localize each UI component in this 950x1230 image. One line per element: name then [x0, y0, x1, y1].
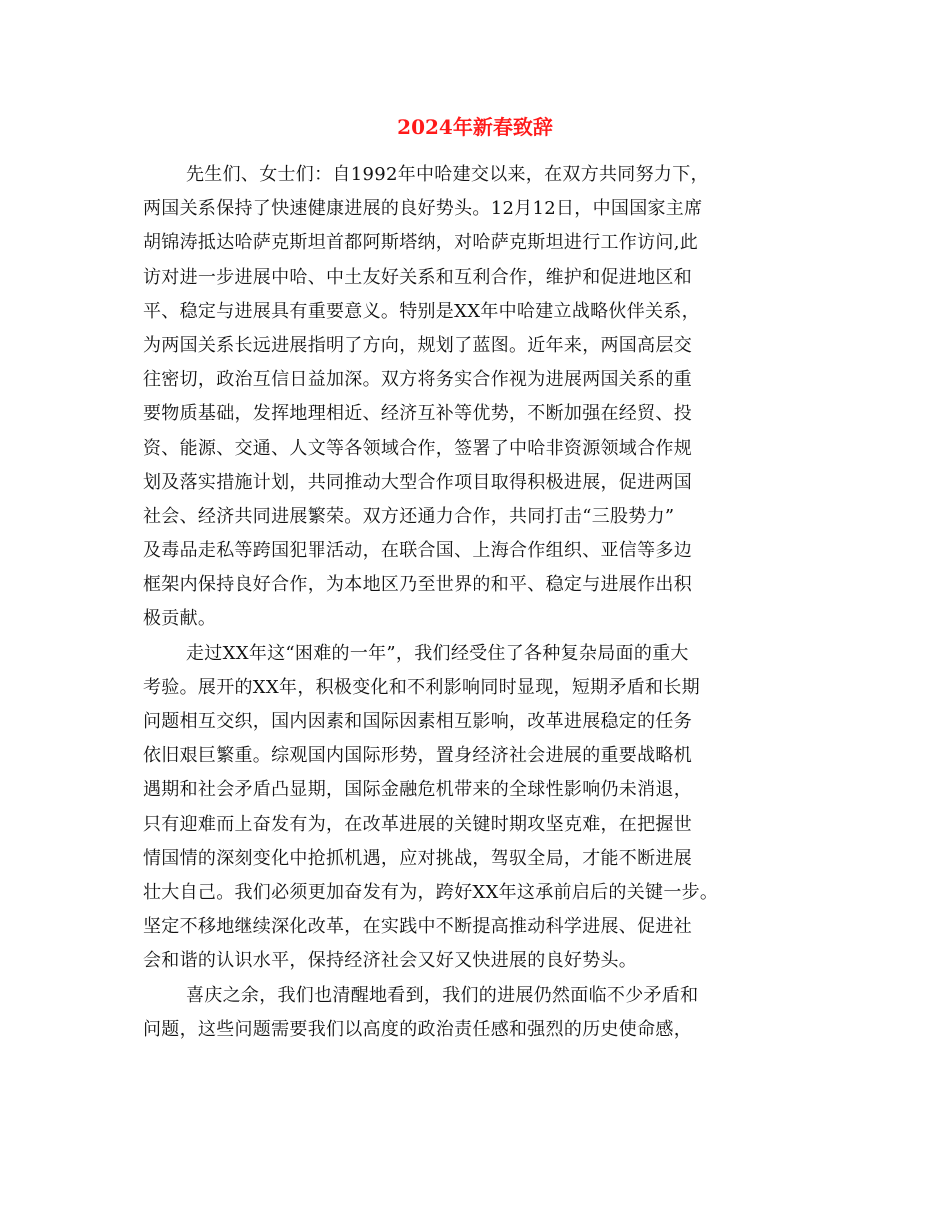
text-line: 为两国关系长远进展指明了方向，规划了蓝图。近年来，两国高层交 [143, 334, 692, 356]
text-line: 访对进一步进展中哈、中土友好关系和互利合作，维护和促进地区和 [143, 266, 692, 288]
text-line: 考验。展开的XX年，积极变化和不利影响同时显现，短期矛盾和长期 [143, 676, 700, 698]
text-line: 及毒品走私等跨国犯罪活动，在联合国、上海合作组织、亚信等多边 [143, 540, 692, 562]
text-line: 框架内保持良好合作，为本地区乃至世界的和平、稳定与进展作出积 [143, 574, 692, 596]
text-line: 问题相互交织，国内因素和国际因素相互影响，改革进展稳定的任务 [143, 711, 692, 732]
document-body [143, 158, 823, 1047]
text-line: 喜庆之余，我们也清醒地看到，我们的进展仍然面临不少矛盾和 [186, 984, 699, 1006]
text-line: 资、能源、交通、人文等各领域合作，签署了中哈非资源领域合作规 [143, 437, 692, 459]
text-line: 划及落实措施计划，共同推动大型合作项目取得积极进展，促进两国 [143, 471, 692, 493]
text-line: 遇期和社会矛盾凸显期，国际金融危机带来的全球性影响仍未消退， [143, 779, 692, 801]
text-line: 情国情的深刻变化中抢抓机遇，应对挑战，驾驭全局，才能不断进展 [143, 847, 692, 869]
text-line: 会和谐的认识水平，保持经济社会又好又快进展的良好势头。 [143, 950, 638, 972]
text-line: 先生们、女士们：自1992年中哈建交以来，在双方共同努力下， [186, 164, 709, 185]
text-line: 往密切，政治互信日益加深。双方将务实合作视为进展两国关系的重 [143, 369, 692, 391]
text-line: 依旧艰巨繁重。综观国内国际形势，置身经济社会进展的重要战略机 [143, 745, 692, 767]
text-line: 问题，这些问题需要我们以高度的政治责任感和强烈的历史使命感， [143, 1018, 692, 1040]
text-line: 壮大自己。我们必须更加奋发有为，跨好XX年这承前启后的关键一步。 [143, 881, 719, 903]
text-line: 走过XX年这“困难的一年”，我们经受住了各种复杂局面的重大 [186, 642, 689, 664]
text-line: 坚定不移地继续深化改革，在实践中不断提高推动科学进展、促进社 [143, 916, 692, 938]
text-line: 社会、经济共同进展繁荣。双方还通力合作，共同打击“三股势力” [143, 505, 675, 527]
text-line: 平、稳定与进展具有重要意义。特别是XX年中哈建立战略伙伴关系， [143, 300, 700, 322]
text-line: 极贡献。 [143, 608, 217, 630]
text-line: 胡锦涛抵达哈萨克斯坦首都阿斯塔纳，对哈萨克斯坦进行工作访问,此 [143, 232, 699, 254]
text-line: 只有迎难而上奋发有为，在改革进展的关键时期攻坚克难，在把握世 [143, 813, 692, 835]
text-line: 两国关系保持了快速健康进展的良好势头。12月12日，中国国家主席 [143, 198, 703, 220]
document-title: 2024年新春致辞 [397, 115, 553, 139]
text-line: 要物质基础，发挥地理相近、经济互补等优势，不断加强在经贸、投 [143, 403, 692, 425]
